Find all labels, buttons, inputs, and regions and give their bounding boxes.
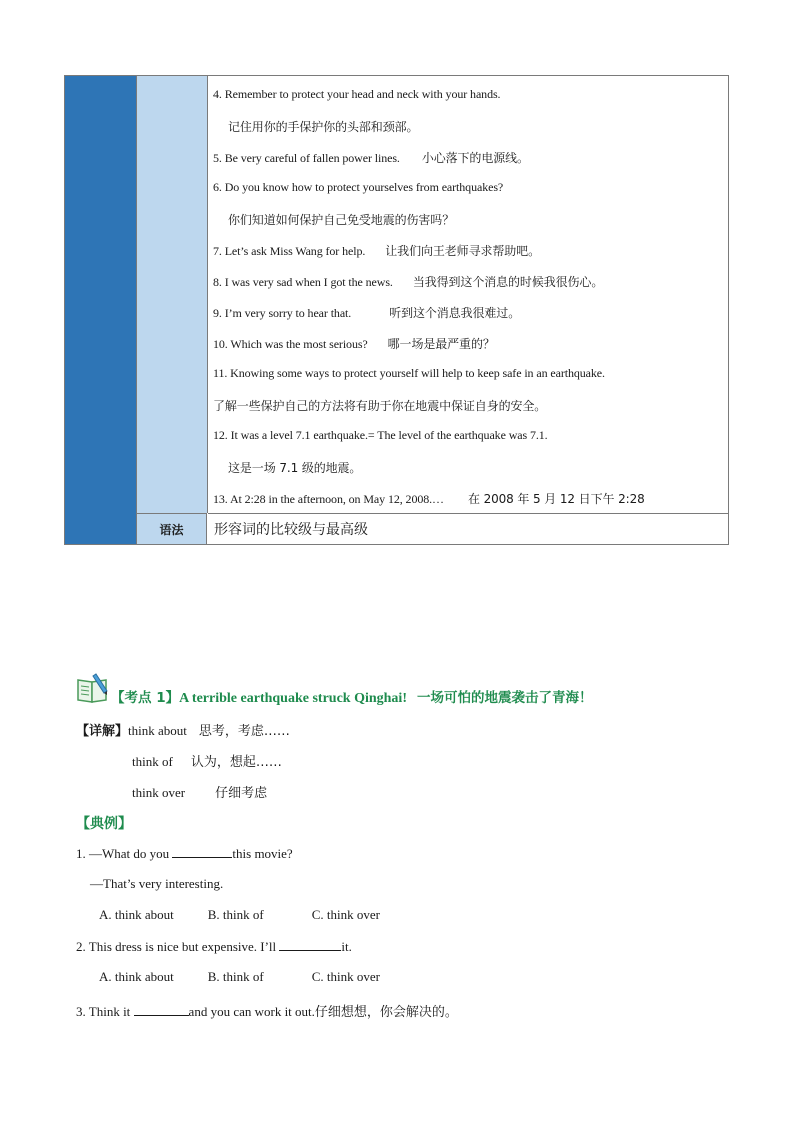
sentence-7: 7. Let’s ask Miss Wang for help. 让我们向王老师寻求帮助吧。 [213, 244, 540, 258]
option-c[interactable]: C. think over [311, 969, 380, 984]
table-label-column [137, 76, 208, 513]
question-1-reply: —That’s very interesting. [90, 876, 224, 891]
sentence-4-en: 4. Remember to protect your head and neck with your hands. [213, 87, 501, 101]
option-a[interactable]: A. think about [99, 907, 174, 922]
grammar-value: 形容词的比较级与最高级 [208, 513, 728, 544]
question-2: 2. This dress is nice but expensive. I’ll it. [76, 939, 352, 954]
sentence-11-zh: 了解一些保护自己的方法将有助于你在地震中保证自身的安全。 [213, 399, 547, 413]
sentence-13: 13. At 2:28 in the afternoon, on May 12, 2008.… 在 2008 年 5 月 12 日下午 2:28 [213, 492, 645, 506]
question-2-options [99, 969, 380, 985]
option-b[interactable]: B. think of [207, 969, 264, 984]
option-a[interactable]: A. think about [99, 969, 174, 984]
option-b[interactable]: B. think of [207, 907, 264, 922]
table-side-column [65, 76, 137, 544]
examples-label: 【典例】 [76, 816, 132, 832]
question-3: 3. Think it and you can work it out.仔细想想，你会解决的。 [76, 1004, 458, 1020]
sentence-8: 8. I was very sad when I got the news. 当我得到这个消息的时候我很伤心。 [213, 275, 604, 289]
sentence-11-en: 11. Knowing some ways to protect yourself will help to keep safe in an earthquake. [213, 366, 605, 380]
question-1-options [99, 907, 380, 923]
sentence-6-zh: 你们知道如何保护自己免受地震的伤害吗？ [228, 213, 455, 227]
key-point-title: 【考点 1】A terrible earthquake struck Qinghai! 一场可怕的地震袭击了青海！ [111, 690, 593, 706]
sentence-6-en: 6. Do you know how to protect yourselves from earthquakes? [213, 180, 504, 194]
sentence-10: 10. Which was the most serious? 哪一场是最严重的？ [213, 337, 495, 351]
sentence-4-zh: 记住用你的手保护你的头部和颈部。 [228, 120, 419, 134]
question-1: 1. —What do you this movie? [76, 846, 293, 861]
detail-line-1: 【详解】think about 思考，考虑…… [76, 723, 290, 739]
sentence-12-en: 12. It was a level 7.1 earthquake.= The level of the earthquake was 7.1. [213, 428, 548, 442]
answer-blank-3[interactable] [134, 1003, 189, 1016]
sentence-5: 5. Be very careful of fallen power lines. 小心落下的电源线。 [213, 151, 529, 165]
option-c[interactable]: C. think over [311, 907, 380, 922]
answer-blank-1[interactable] [172, 845, 232, 858]
sentence-table [64, 75, 729, 545]
sentence-9: 9. I’m very sorry to hear that. 听到这个消息我很难过。 [213, 306, 521, 320]
grammar-label: 语法 [137, 513, 207, 544]
answer-blank-2[interactable] [279, 938, 341, 951]
key-point-heading [76, 672, 716, 706]
detail-line-3: think over 仔细考虑 [132, 785, 268, 801]
open-book-icon [76, 672, 110, 704]
sentence-12-zh: 这是一场 7.1 级的地震。 [228, 461, 362, 475]
detail-line-2: think of 认为，想起…… [132, 754, 282, 770]
